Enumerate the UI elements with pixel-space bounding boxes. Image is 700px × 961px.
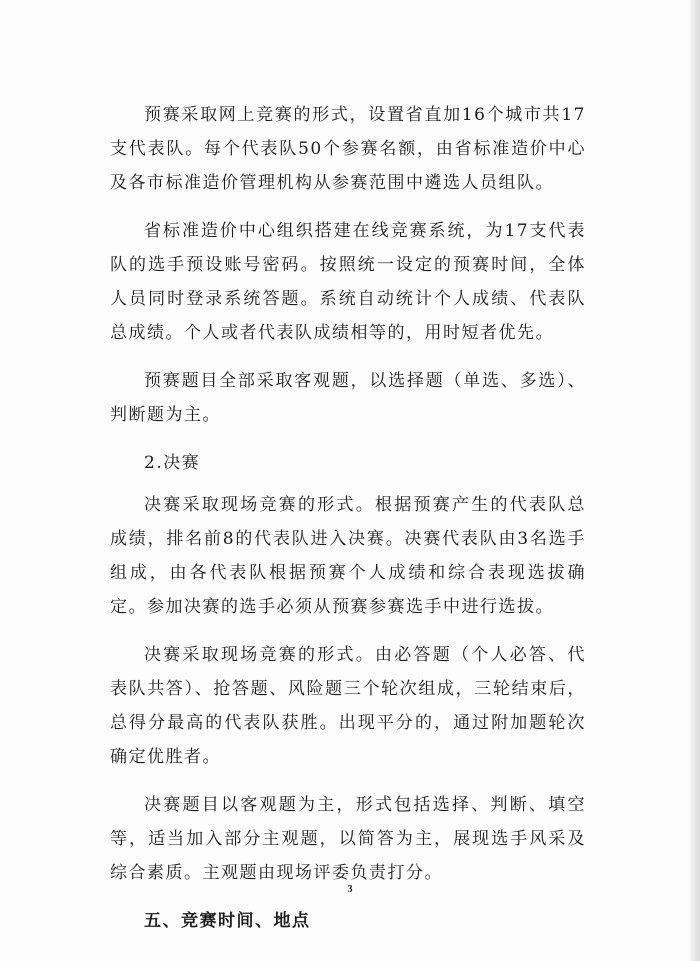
page-number: 3: [347, 884, 353, 895]
section-heading: 五、竞赛时间、地点: [144, 911, 311, 931]
paragraph-final-questions: 决赛题目以客观题为主，形式包括选择、判断、填空等，适当加入部分主观题，以简答为主，展现选手风采及综合素质。主观题由现场评委负责打分。: [110, 795, 586, 883]
paragraph-final-format: 决赛采取现场竞赛的形式。根据预赛产生的代表队总成绩，排名前8的代表队进入决赛。决赛代表队由3名选手组成，由各代表队根据预赛个人成绩和综合表现选拔确定。参加决赛的选手必须从预赛参赛选手中进行选拔。: [110, 495, 586, 617]
document-body: [110, 98, 586, 938]
paragraph-prelim-questions: 预赛题目全部采取客观题，以选择题（单选、多选）、判断题为主。: [110, 371, 586, 425]
paragraph-prelim-system: 省标准造价中心组织搭建在线竞赛系统，为17支代表队的选手预设账号密码。按照统一设定的预赛时间，全体人员同时登录系统答题。系统自动统计个人成绩、代表队总成绩。个人或者代表队成绩相等的，用时短者优先。: [110, 221, 586, 343]
page-edge-shadow: [690, 0, 700, 961]
paragraph-prelim-format: 预赛采取网上竞赛的形式，设置省直加16个城市共17支代表队。每个代表队50个参赛名额，由省标准造价中心及各市标准造价管理机构从参赛范围中遴选人员组队。: [110, 105, 586, 193]
subheading-final: 2.决赛: [144, 453, 201, 473]
paragraph-final-rounds: 决赛采取现场竞赛的形式。由必答题（个人必答、代表队共答）、抢答题、风险题三个轮次组成，三轮结束后，总得分最高的代表队获胜。出现平分的，通过附加题轮次确定优胜者。: [110, 645, 586, 767]
